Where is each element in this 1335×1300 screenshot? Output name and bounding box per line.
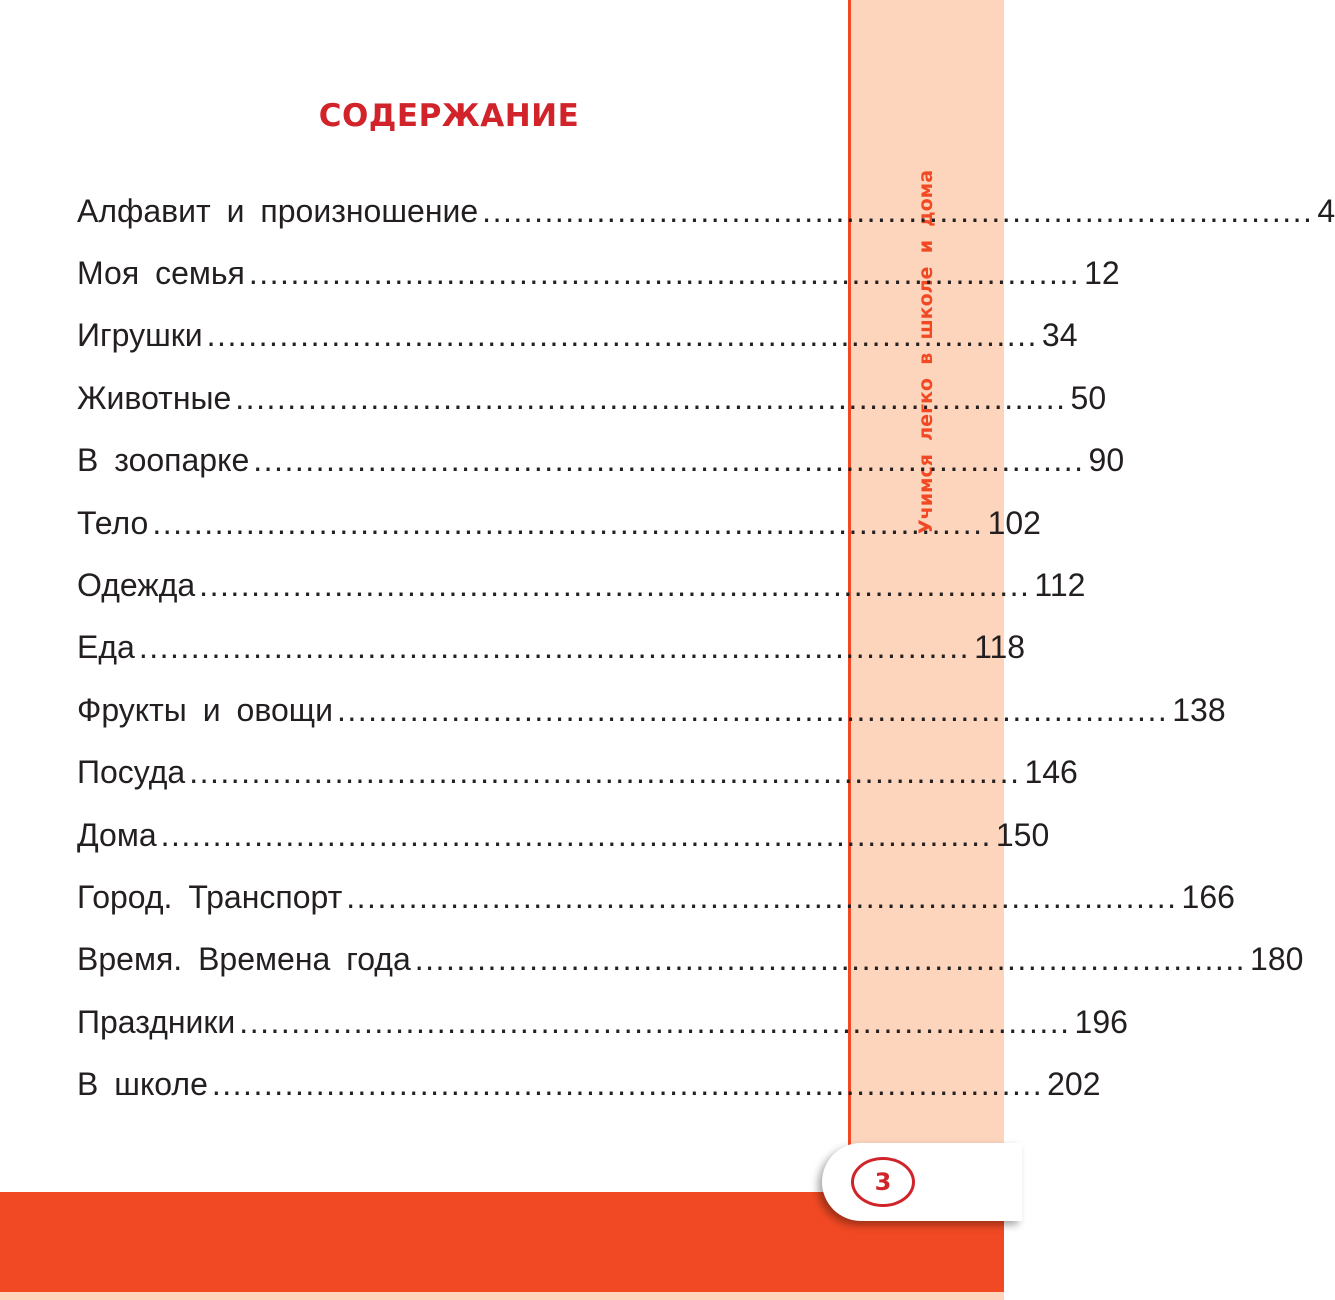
toc-entry <box>77 617 1026 679</box>
toc-entry-page: 12 <box>1084 255 1120 292</box>
toc-entry-label: Праздники <box>77 1003 236 1040</box>
page-number: 3 <box>851 1157 915 1207</box>
toc-entry-label: Одежда <box>77 567 196 604</box>
toc-entry <box>77 866 1235 928</box>
toc-entry-page: 34 <box>1041 317 1078 354</box>
toc-entry <box>77 305 1078 367</box>
toc-leader-dots: ................................................................................ <box>253 442 1085 479</box>
toc-entry-page: 90 <box>1088 442 1125 479</box>
toc-leader-dots: ................................................................................ <box>189 754 1021 791</box>
toc-leader-dots: ................................................................................ <box>138 629 971 666</box>
toc-entry-page: 4 <box>1317 192 1335 229</box>
toc-entry-label: Дома <box>77 816 157 853</box>
toc-entry <box>77 242 1120 304</box>
toc-entry <box>77 991 1128 1053</box>
toc-entry-label: В зоопарке <box>77 442 250 479</box>
side-caption: Учимся легко в школе и дома <box>915 169 937 534</box>
toc-entry <box>77 1053 1101 1115</box>
toc-leader-dots: ................................................................................ <box>235 379 1067 416</box>
toc-entry-label: Игрушки <box>77 317 203 354</box>
toc-entry-page: 150 <box>995 816 1050 853</box>
toc-leader-dots: ................................................................................ <box>346 878 1178 915</box>
toc-entry <box>77 929 1304 991</box>
toc-leader-dots: ................................................................................ <box>199 567 1031 604</box>
page-title: СОДЕРЖАНИЕ <box>318 98 580 134</box>
bottom-strip <box>0 1292 1004 1300</box>
toc-leader-dots: ................................................................................ <box>414 941 1247 978</box>
toc-entry-page: 118 <box>974 629 1026 666</box>
toc-entry-label: Животные <box>77 379 232 416</box>
toc-entry-page: 196 <box>1074 1003 1128 1040</box>
toc-entry-page: 202 <box>1047 1066 1101 1103</box>
toc-entry-page: 166 <box>1181 878 1235 915</box>
toc-entry <box>77 554 1086 616</box>
toc-entry-label: В школе <box>77 1066 208 1103</box>
toc-entry-page: 50 <box>1070 379 1107 416</box>
toc-entry <box>77 742 1078 804</box>
toc-entry-label: Алфавит и произношение <box>77 192 479 229</box>
toc-entry <box>77 180 1335 242</box>
toc-leader-dots: ................................................................................ <box>336 691 1169 728</box>
toc-entry-label: Время. Времена года <box>77 941 411 978</box>
toc-leader-dots: ................................................................................ <box>152 504 984 541</box>
toc-entry-label: Еда <box>77 629 135 666</box>
toc-entry <box>77 430 1125 492</box>
toc-entry-page: 102 <box>987 504 1041 541</box>
toc-entry-label: Фрукты и овощи <box>77 691 333 728</box>
toc-entry-page: 180 <box>1250 941 1304 978</box>
toc-entry-page: 112 <box>1034 567 1086 604</box>
toc-entry-page: 146 <box>1024 754 1078 791</box>
toc-entry <box>77 492 1041 554</box>
toc-entry-label: Тело <box>77 504 149 541</box>
toc-entry <box>77 367 1107 429</box>
toc-entry-label: Моя семья <box>77 255 245 292</box>
toc-entry <box>77 804 1050 866</box>
toc-entry-page: 138 <box>1172 691 1226 728</box>
toc-entry <box>77 679 1226 741</box>
toc-leader-dots: ................................................................................ <box>248 255 1081 292</box>
toc-leader-dots: ................................................................................ <box>206 317 1038 354</box>
toc-entry-label: Город. Транспорт <box>77 878 343 915</box>
toc-leader-dots: ................................................................................ <box>482 192 1314 229</box>
toc-leader-dots: ................................................................................ <box>239 1003 1071 1040</box>
toc-leader-dots: ................................................................................ <box>160 816 992 853</box>
toc-entry-label: Посуда <box>77 754 186 791</box>
toc-leader-dots: ................................................................................ <box>211 1066 1044 1103</box>
